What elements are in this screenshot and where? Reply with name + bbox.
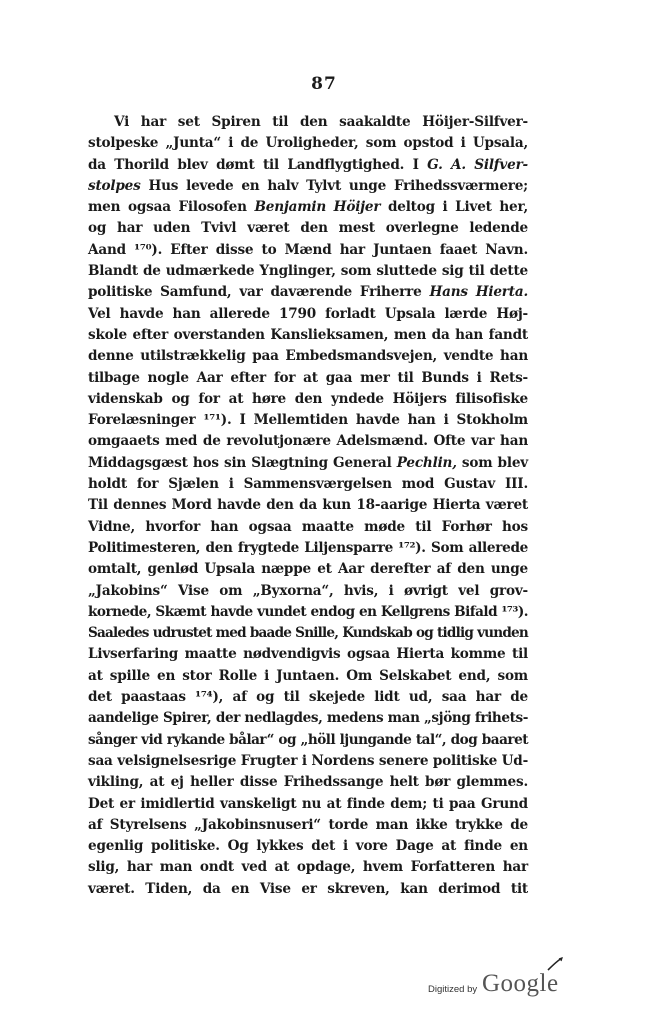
text-segment: stolpeske „Junta“ i de Uroligheder, som opstod i Upsala,: [88, 135, 528, 152]
text-line: [88, 112, 528, 133]
text-segment: Forelæsninger ¹⁷¹). I Mellemtiden havde han i Stokholm: [88, 412, 528, 429]
text-line: [88, 538, 528, 559]
text-line: [88, 495, 528, 516]
text-segment: Det er imidlertid vanskeligt nu at finde dem; ti paa Grund: [88, 795, 528, 812]
text-segment: holdt for Sjælen i Sammensværgelsen mod Gustav III.: [88, 476, 528, 493]
text-line: [88, 708, 528, 729]
text-line: [88, 794, 528, 815]
text-segment: videnskab og for at høre den yndede Höijers filisofiske: [88, 390, 528, 407]
text-line: [88, 410, 528, 431]
text-segment: egenlig politiske. Og lykkes det i vore Dage at finde en: [88, 838, 528, 855]
text-segment: Til dennes Mord havde den da kun 18-aarige Hierta været: [88, 497, 528, 514]
text-line: [88, 581, 528, 602]
text-segment: at spille en stor Rolle i Juntaen. Om Selskabet end, som: [88, 667, 528, 684]
text-line: [88, 431, 528, 452]
italic-name-segment: G. A. Silfver-: [427, 156, 528, 173]
text-segment: Vidne, hvorfor han ogsaa maatte møde til Forhør hos: [88, 518, 528, 535]
italic-name-segment: Pechlin,: [396, 454, 457, 471]
text-segment: men ogsaa Filosofen: [88, 199, 255, 216]
text-segment: saa velsignelsesrige Frugter i Nordens senere politiske Ud-: [88, 752, 529, 769]
text-line: [88, 474, 528, 495]
text-segment: Vel havde han allerede 1790 forladt Upsala lærde Høj-: [88, 305, 528, 322]
text-line: [88, 879, 528, 900]
text-line: [88, 282, 528, 303]
text-segment: Politimesteren, den frygtede Liljensparre ¹⁷²). Som allerede: [88, 539, 528, 556]
text-segment: da Thorild blev dømt til Landflygtighed. I: [88, 156, 428, 173]
text-line: [88, 133, 528, 154]
text-segment: deltog i Livet her,: [380, 199, 529, 216]
text-segment: det paastaas ¹⁷⁴), af og til skejede lidt ud, saa har de: [88, 689, 528, 706]
text-segment: vikling, at ej heller disse Frihedssange helt bør glemmes.: [88, 774, 528, 791]
text-line: [88, 602, 528, 623]
text-line: [88, 559, 528, 580]
watermark-brand: Google: [482, 970, 559, 997]
text-line: [88, 772, 528, 793]
text-line: [88, 857, 528, 878]
text-line: [88, 836, 528, 857]
italic-name-segment: Benjamin Höijer: [254, 199, 381, 216]
text-line: [88, 623, 528, 644]
text-segment: Aand ¹⁷⁰). Efter disse to Mænd har Juntaen faaet Navn.: [88, 241, 528, 258]
italic-name-segment: Hans Hierta.: [429, 284, 528, 301]
text-line: [88, 730, 528, 751]
text-segment: „Jakobins“ Vise om „Byxorna“, hvis, i øvrigt vel grov-: [88, 582, 528, 599]
text-line: [88, 176, 528, 197]
text-line: [88, 197, 528, 218]
text-segment: slig, har man ondt ved at opdage, hvem Forfatteren har: [88, 859, 528, 876]
text-line: [88, 325, 528, 346]
text-segment: og har uden Tvivl været den mest overlegne ledende: [88, 220, 528, 237]
text-segment: kornede, Skæmt havde vundet endog en Kellgrens Bifald ¹⁷³).: [88, 603, 528, 620]
text-segment: omgaaets med de revolutjonære Adelsmænd. Ofte var han: [88, 433, 528, 450]
text-line: [88, 815, 528, 836]
italic-name-segment: stolpes: [88, 177, 141, 194]
text-line: [88, 346, 528, 367]
text-segment: Blandt de udmærkede Ynglinger, som sluttede sig til dette: [88, 263, 528, 280]
text-line: [88, 751, 528, 772]
text-line: [88, 218, 528, 239]
text-segment: sånger vid rykande bålar“ og „höll ljungande tal“, dog baaret: [88, 731, 528, 748]
text-line: [88, 240, 528, 261]
digitized-watermark: [428, 962, 568, 1002]
text-segment: denne utilstrækkelig paa Embedsmandsvejen, vendte han: [88, 348, 528, 365]
text-segment: Vi har set Spiren til den saakaldte Höijer-Silfver-: [114, 114, 528, 130]
page-number: 87: [311, 74, 337, 94]
text-segment: som blev: [456, 454, 528, 471]
text-segment: omtalt, genlød Upsala næppe et Aar derefter af den unge: [88, 561, 528, 578]
pen-stroke-icon: [546, 956, 564, 972]
text-segment: Middagsgæst hos sin Slægtning General: [88, 454, 397, 471]
text-line: [88, 666, 528, 687]
text-line: [88, 304, 528, 325]
text-segment: skole efter overstanden Kanslieksamen, men da han fandt: [88, 326, 528, 343]
text-segment: politiske Samfund, var daværende Friherre: [88, 284, 430, 301]
text-segment: tilbage nogle Aar efter for at gaa mer til Bunds i Rets-: [88, 369, 528, 386]
text-segment: af Styrelsens „Jakobinsnuseri“ torde man ikke trykke de: [88, 816, 528, 833]
text-line: [88, 261, 528, 282]
text-line: [88, 687, 528, 708]
watermark-prefix: Digitized by: [428, 984, 478, 995]
text-line: [88, 453, 528, 474]
text-segment: Saaledes udrustet med baade Snille, Kundskab og tidlig vunden: [88, 625, 528, 642]
text-line: [88, 517, 528, 538]
text-line: [88, 644, 528, 665]
text-line: [88, 368, 528, 389]
text-segment: Hus levede en halv Tylvt unge Frihedssværmere;: [140, 177, 528, 194]
body-text: [88, 112, 528, 900]
text-segment: været. Tiden, da en Vise er skreven, kan derimod tit: [88, 880, 528, 897]
text-line: [88, 155, 528, 176]
text-segment: aandelige Spirer, der nedlagdes, medens man „sjöng frihets-: [88, 710, 528, 727]
text-line: [88, 389, 528, 410]
text-segment: Livserfaring maatte nødvendigvis ogsaa Hierta komme til: [88, 646, 528, 663]
